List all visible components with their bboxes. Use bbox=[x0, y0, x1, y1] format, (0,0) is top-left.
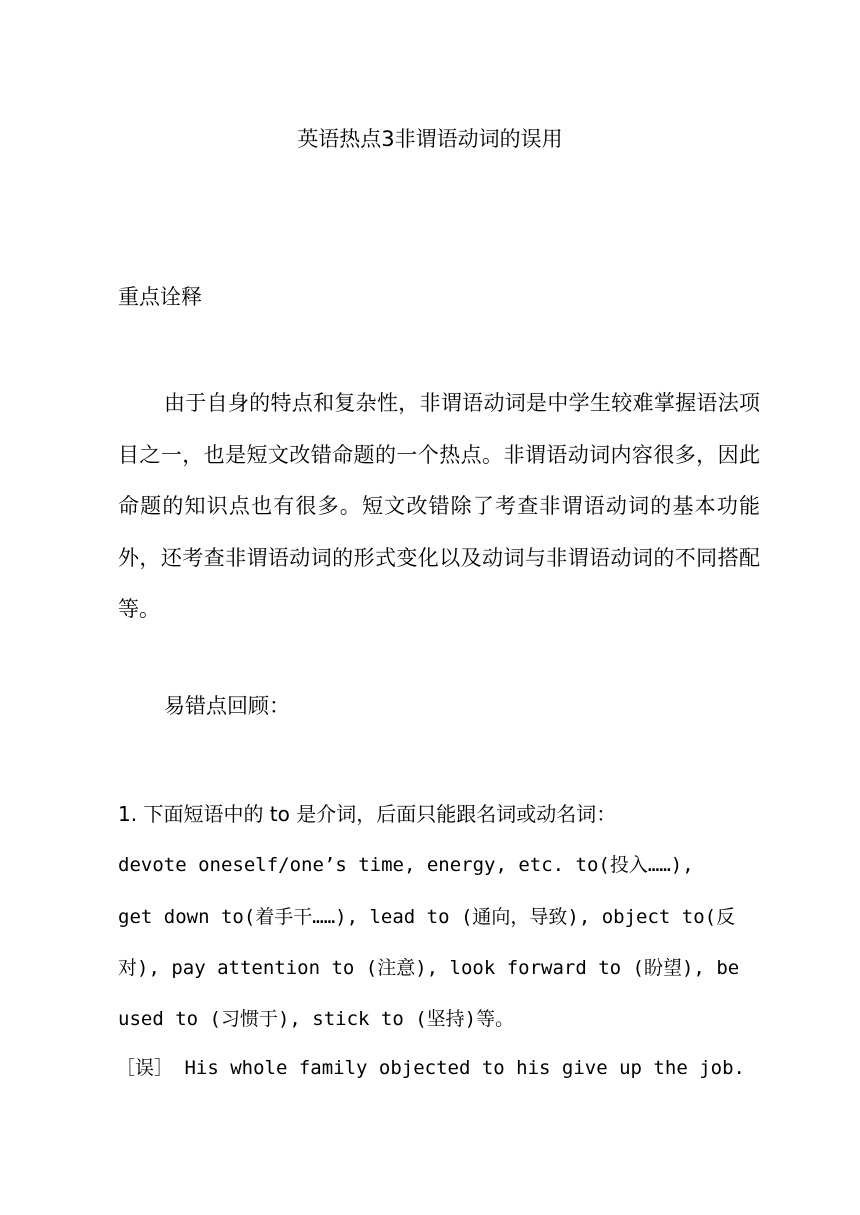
point-1-line-1: 1. 下面短语中的 to 是介词，后面只能跟名词或动名词： bbox=[118, 802, 617, 826]
review-label: 易错点回顾： bbox=[164, 694, 290, 718]
error-example: ［误］ His whole family objected to his give up the job. bbox=[116, 1057, 745, 1079]
intro-paragraph: 由于自身的特点和复杂性，非谓语动词是中学生较难掌握语法项目之一，也是短文改错命题的一个热点。非谓语动词内容很多，因此命题的知识点也有很多。短文改错除了考查非谓语动词的基本功能外，还考查非谓语动词的形式变化以及动词与非谓语动词的不同搭配等。 bbox=[118, 391, 760, 621]
document-title: 英语热点3非谓语动词的误用 bbox=[297, 127, 563, 151]
point-1 bbox=[118, 789, 760, 1045]
point-1-line-4: 对), pay attention to (注意), look forward to (盼望), be bbox=[118, 956, 740, 979]
point-1-line-3: get down to(着手干……), lead to (通向，导致), object to(反 bbox=[118, 905, 736, 928]
point-1-line-5: used to (习惯于), stick to (坚持)等。 bbox=[118, 1008, 515, 1031]
point-1-line-2: devote oneself/one’s time, energy, etc. to(投入……), bbox=[118, 854, 694, 877]
section-heading: 重点诠释 bbox=[118, 285, 202, 309]
